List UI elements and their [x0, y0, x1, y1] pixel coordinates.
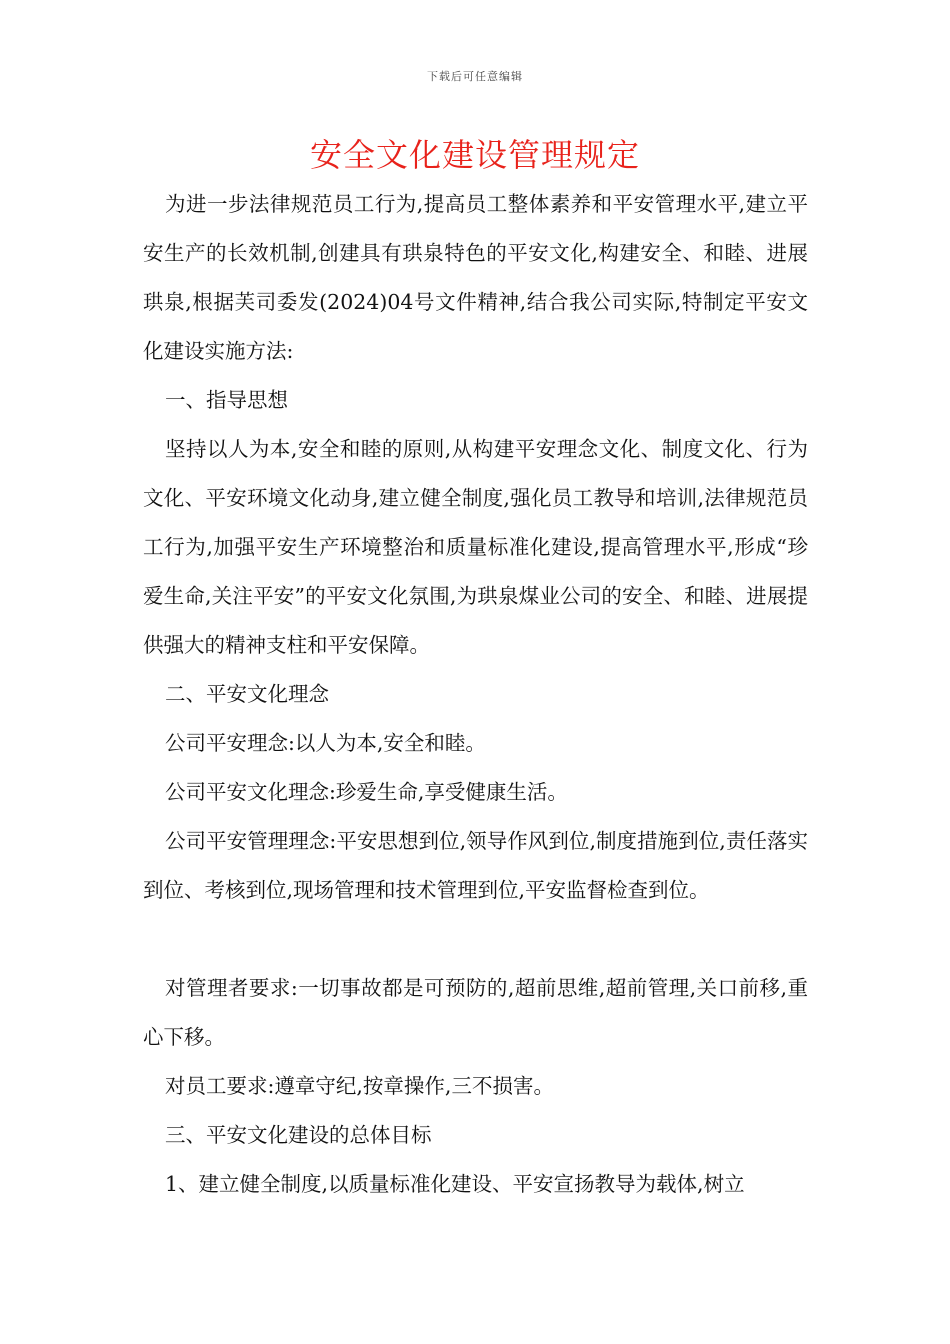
company-safety-culture-concept: 公司平安文化理念:珍爱生命,享受健康生活。 — [165, 780, 568, 804]
paragraph-spacer — [143, 915, 808, 964]
goal-item-1: 1、建立健全制度,以质量标准化建设、平安宣扬教导为载体,树立 — [165, 1172, 745, 1196]
section-heading-overall-goals: 三、平安文化建设的总体目标 — [165, 1123, 432, 1147]
intro-paragraph: 为进一步法律规范员工行为,提高员工整体素养和平安管理水平,建立平安生产的长效机制,创建具有珙泉特色的平安文化,构建安全、和睦、进展珙泉,根据芙司委发(2024)04号文件精神,结合我公司实际,特制定平安文化建设实施方法: — [143, 192, 808, 363]
manager-requirements: 对管理者要求:一切事故都是可预防的,超前思维,超前管理,关口前移,重心下移。 — [143, 976, 808, 1049]
section-heading-safety-culture-concepts: 二、平安文化理念 — [165, 682, 329, 706]
header-note: 下载后可任意编辑 — [427, 70, 523, 83]
company-safety-management-concept: 公司平安管理理念:平安思想到位,领导作风到位,制度措施到位,责任落实到位、考核到位,现场管理和技术管理到位,平安监督检查到位。 — [143, 829, 808, 902]
section-heading-guiding-ideology: 一、指导思想 — [165, 388, 288, 412]
employee-requirements: 对员工要求:遵章守纪,按章操作,三不损害。 — [165, 1074, 554, 1098]
document-body — [143, 180, 808, 1209]
company-safety-concept: 公司平安理念:以人为本,安全和睦。 — [165, 731, 486, 755]
guiding-ideology-paragraph: 坚持以人为本,安全和睦的原则,从构建平安理念文化、制度文化、行为文化、平安环境文化动身,建立健全制度,强化员工教导和培训,法律规范员工行为,加强平安生产环境整治和质量标准化建设,提高管理水平,形成“珍爱生命,关注平安”的平安文化氛围,为珙泉煤业公司的安全、和睦、进展提供强大的精神支柱和平安保障。 — [143, 437, 808, 657]
document-title: 安全文化建设管理规定 — [309, 136, 640, 174]
